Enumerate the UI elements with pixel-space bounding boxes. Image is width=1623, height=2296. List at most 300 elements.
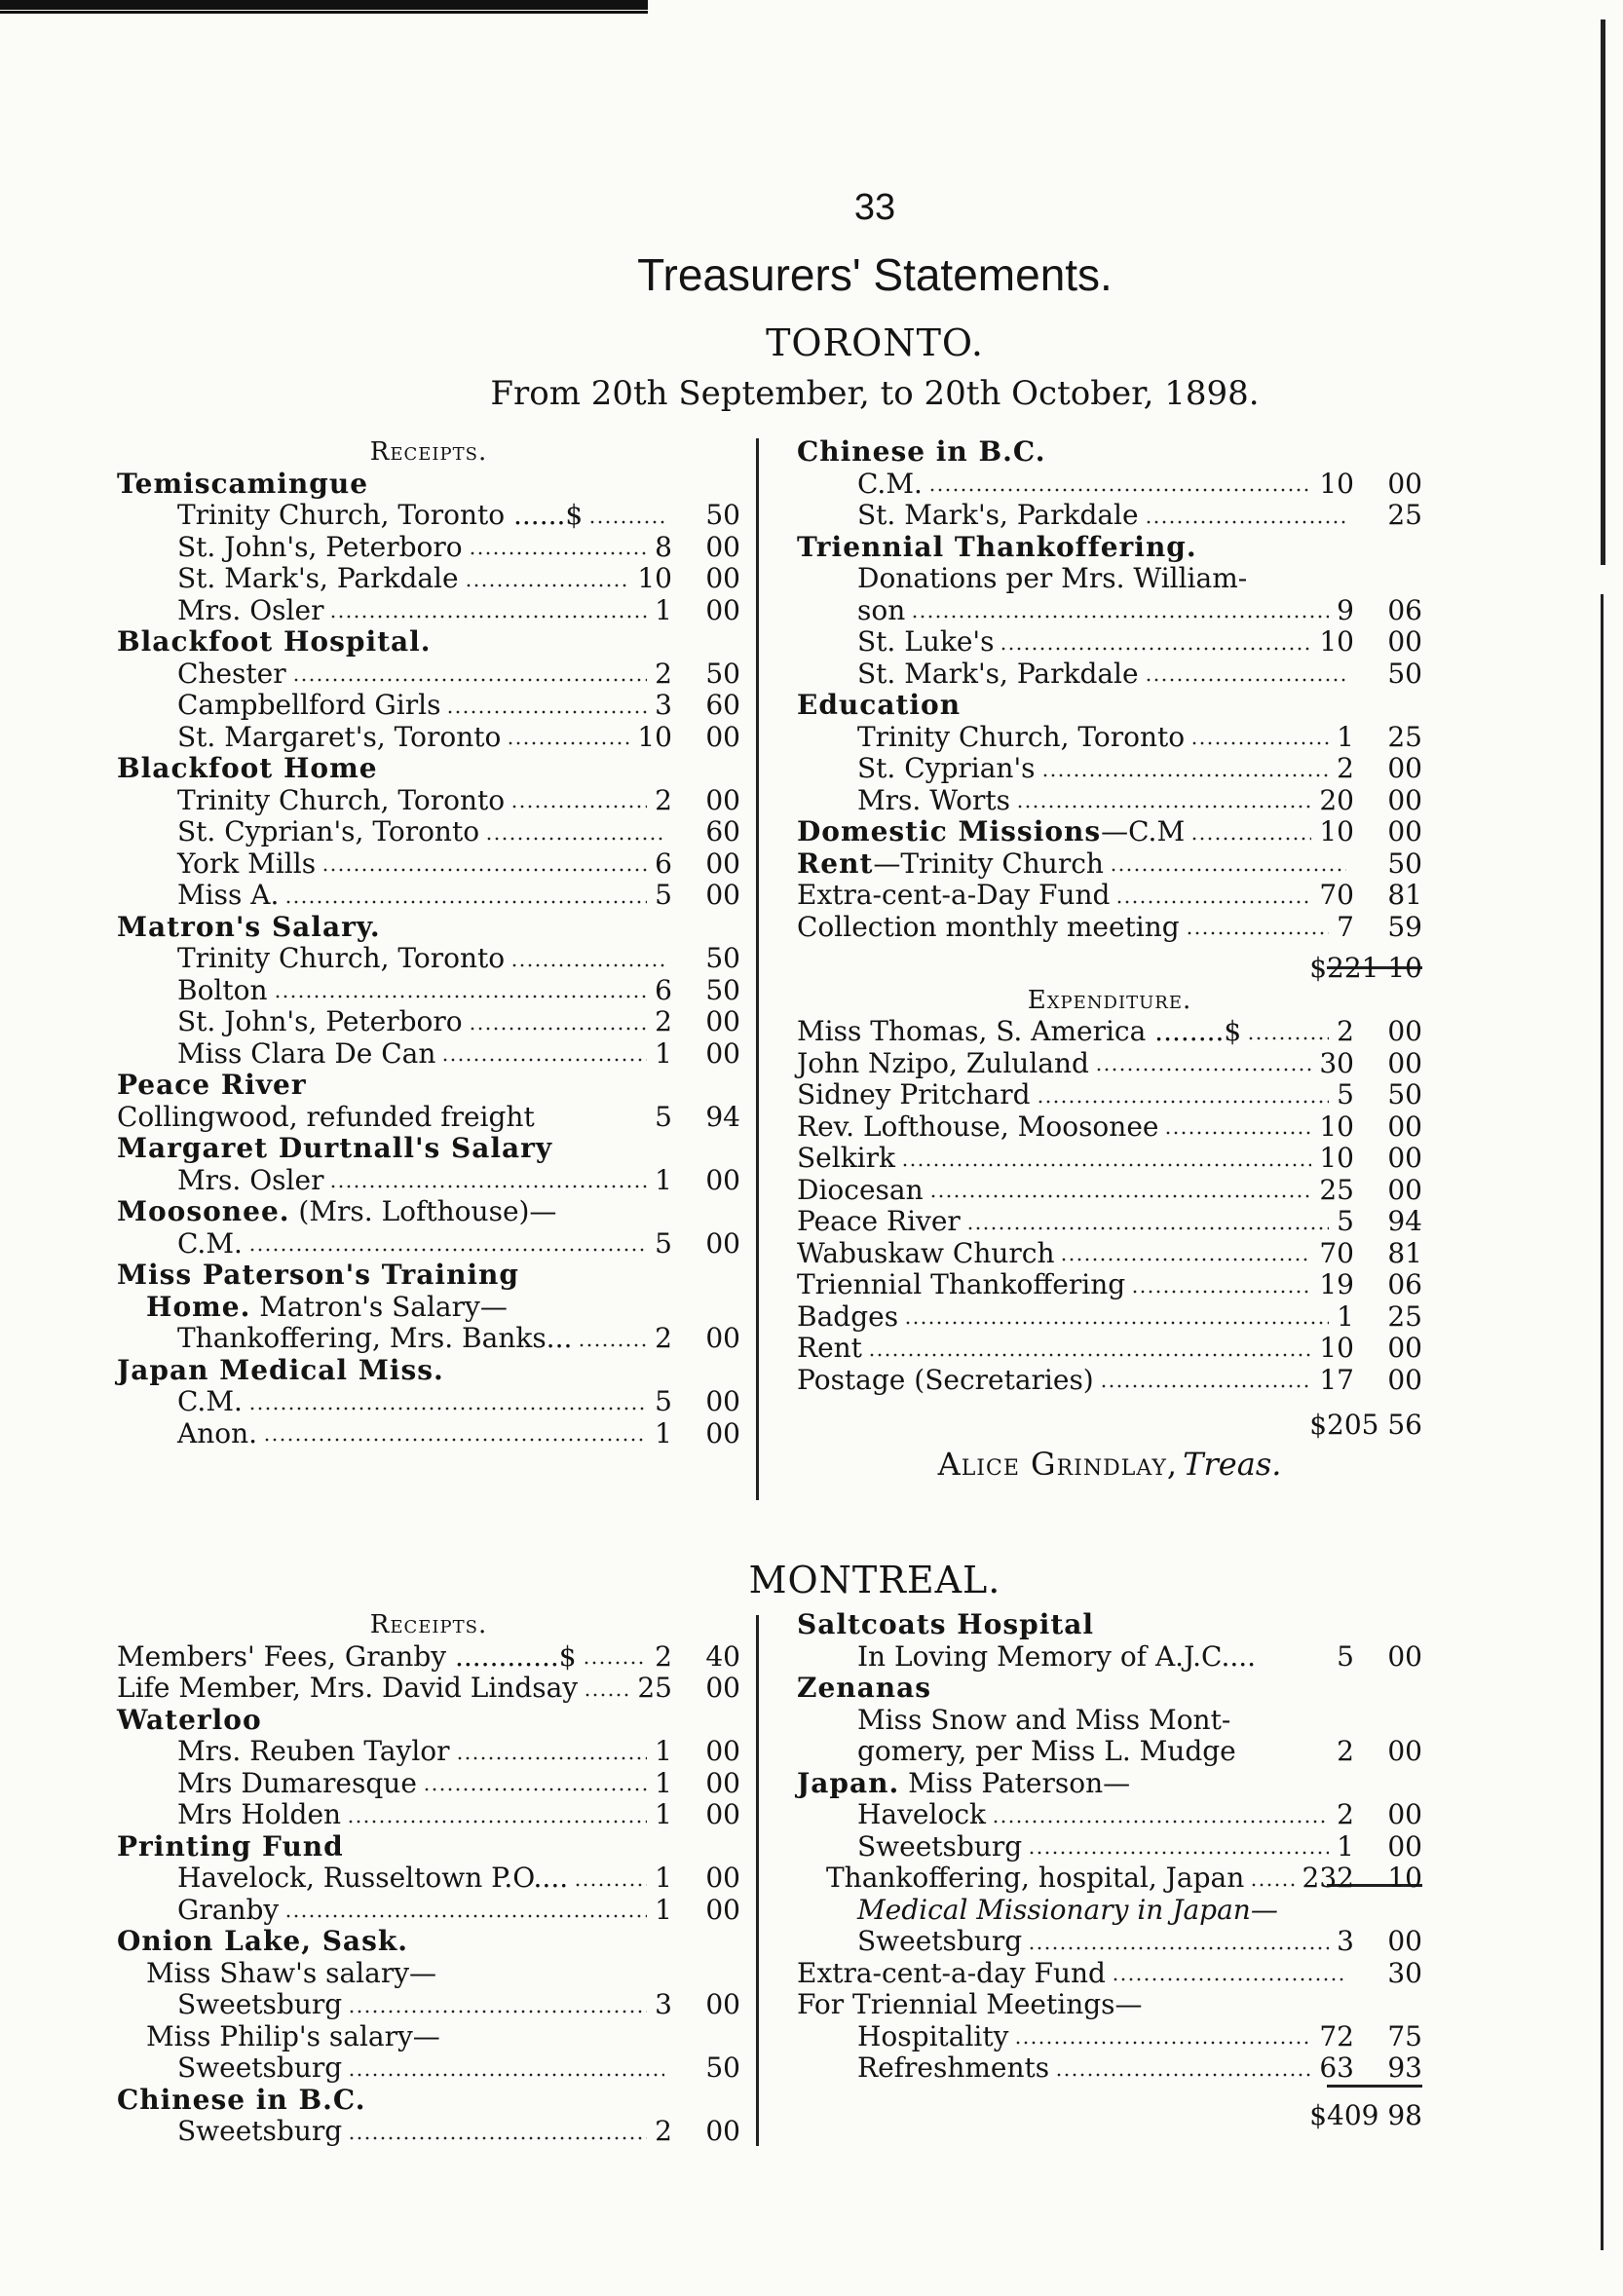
amount-dollars: 30 — [1319, 1046, 1354, 1079]
heading-note: —C.M — [1101, 815, 1186, 847]
ledger-text: Trinity Church, Toronto — [177, 942, 506, 974]
ledger-row — [117, 1196, 740, 1228]
ledger-row — [797, 659, 1422, 691]
ledger-row — [117, 1895, 740, 1927]
ledger-label — [797, 1989, 1143, 2021]
ledger-text: Mrs Dumaresque — [177, 1766, 417, 1799]
amount-cents: 00 — [1387, 467, 1422, 500]
ledger-text: C.M. — [857, 467, 923, 500]
amount-cents: 00 — [1387, 625, 1422, 658]
amount-dollars: 8 — [655, 530, 672, 563]
ledger-text: Granby — [177, 1893, 280, 1926]
section-heading: Margaret Durtnall's Salary — [117, 1132, 553, 1164]
ledger-row — [117, 943, 740, 975]
dot-leader — [348, 2136, 647, 2140]
dot-leader — [465, 583, 630, 587]
amount-dollars: 1 — [1337, 720, 1354, 753]
montreal-heading: MONTREAL. — [748, 1559, 1001, 1601]
treasurer-name: Alice Grindlay, — [937, 1445, 1179, 1483]
page-number: 33 — [853, 187, 896, 228]
ledger-label — [857, 1641, 1256, 1674]
ledger-label — [177, 1736, 450, 1768]
ledger-text: John Nzipo, Zululand — [797, 1046, 1089, 1079]
dot-leader — [423, 1788, 647, 1791]
ledger-row — [797, 1143, 1422, 1175]
ledger-row — [117, 563, 740, 595]
ledger-row — [117, 1038, 740, 1071]
ledger-row — [117, 785, 740, 817]
amount-dollars: 5 — [1337, 1205, 1354, 1237]
montreal-receipts-heading-row — [117, 1609, 740, 1641]
dot-leader — [248, 1407, 647, 1411]
ledger-label — [177, 880, 279, 912]
ledger-label — [797, 1365, 1094, 1397]
ledger-label — [117, 626, 432, 659]
ledger-label — [177, 785, 505, 817]
amount-cents: 10 — [1387, 1862, 1422, 1894]
ledger-row — [117, 1926, 740, 1958]
dot-leader — [901, 1163, 1311, 1167]
amount-cents: 30 — [1387, 1956, 1422, 1989]
dot-leader — [1000, 647, 1311, 651]
amount-dollars: 5 — [1337, 1078, 1354, 1110]
ledger-row — [797, 1831, 1422, 1863]
amount-cents: 00 — [1387, 1046, 1422, 1079]
amount-cents: 00 — [705, 1672, 740, 1704]
total-rule — [1327, 2085, 1422, 2088]
montreal-receipts-heading: Receipts. — [369, 1610, 488, 1639]
ledger-text: Diocesan — [797, 1173, 924, 1206]
ledger-label — [177, 1895, 279, 1927]
ledger-text: Miss Shaw's salary— — [146, 1956, 437, 1989]
amount-dollars: 2 — [1337, 1798, 1354, 1830]
ledger-label — [857, 659, 1139, 691]
amount-dollars: 70 — [1319, 879, 1354, 911]
ledger-text: Medical Missionary in Japan— — [857, 1893, 1278, 1926]
ledger-row — [797, 469, 1422, 501]
amount-cents: 00 — [1387, 1829, 1422, 1863]
ledger-row — [797, 1863, 1422, 1895]
ledger-label — [177, 1038, 435, 1071]
ledger-label — [797, 1048, 1089, 1080]
dot-leader — [1186, 931, 1329, 935]
ledger-label — [117, 1641, 577, 1674]
ledger-row — [797, 563, 1422, 595]
amount-cents: 00 — [705, 2115, 740, 2147]
ledger-row — [117, 1418, 740, 1450]
ledger-row — [117, 1736, 740, 1768]
ledger-row — [797, 1238, 1422, 1270]
ledger-label — [177, 1228, 243, 1261]
dot-leader — [510, 963, 664, 967]
amount-dollars: 1 — [1337, 1299, 1354, 1333]
amount-dollars: 2 — [1337, 752, 1354, 784]
ledger-text: York Mills — [177, 847, 317, 880]
amount-dollars: 3 — [1337, 1925, 1354, 1957]
ledger-text: St. Cyprian's — [857, 752, 1036, 784]
dot-leader — [469, 551, 648, 555]
ledger-label — [177, 1799, 341, 1831]
dot-leader — [1028, 1946, 1329, 1950]
ledger-text: St. Cyprian's, Toronto — [177, 815, 480, 847]
ledger-text: Anon. — [177, 1416, 258, 1449]
ledger-row — [797, 1736, 1422, 1768]
amount-dollars: 1 — [655, 1798, 672, 1830]
amount-cents: 00 — [705, 1798, 740, 1830]
dot-leader — [329, 615, 647, 619]
ledger-row — [117, 816, 740, 848]
ledger-text: Mrs. Reuben Taylor — [177, 1735, 450, 1767]
amount-dollars: 10 — [637, 562, 672, 594]
ledger-row — [797, 1048, 1422, 1080]
amount-cents: 00 — [1387, 1015, 1422, 1047]
dot-leader — [1095, 1068, 1311, 1072]
section-heading: Chinese in B.C. — [797, 435, 1046, 468]
ledger-text: Sweetsburg — [177, 2051, 343, 2084]
ledger-label — [857, 753, 1036, 785]
expenditure-total-row — [797, 1410, 1422, 1442]
ledger-row — [117, 532, 740, 564]
ledger-label — [117, 1831, 344, 1863]
ledger-row — [117, 2116, 740, 2148]
ledger-row — [117, 753, 740, 785]
ledger-row — [117, 1831, 740, 1863]
amount-cents: 00 — [705, 1226, 740, 1260]
amount-dollars: 10 — [637, 720, 672, 753]
dot-leader — [1112, 1977, 1346, 1981]
ledger-row — [117, 1006, 740, 1038]
ledger-label — [797, 1333, 862, 1365]
dot-leader — [588, 520, 664, 524]
amount-cents: 00 — [705, 847, 740, 880]
amount-cents: 00 — [705, 593, 740, 626]
ledger-text: St. Mark's, Parkdale — [177, 562, 459, 594]
dot-leader — [1190, 741, 1329, 745]
dot-leader — [1037, 1100, 1330, 1104]
amount-dollars: 10 — [1319, 625, 1354, 658]
dot-leader — [348, 2073, 664, 2077]
ledger-row — [117, 2052, 740, 2085]
ledger-row — [797, 1175, 1422, 1207]
section-heading: Miss Paterson's Training — [117, 1259, 519, 1291]
ledger-label — [117, 1133, 552, 1165]
ledger-label — [177, 1863, 568, 1895]
ledger-label — [857, 1799, 986, 1831]
ledger-label — [177, 500, 583, 532]
ledger-label — [117, 1196, 556, 1228]
ledger-label — [117, 1260, 519, 1292]
ledger-row — [797, 1079, 1422, 1111]
amount-cents: 94 — [705, 1100, 740, 1133]
amount-cents: 00 — [1387, 1332, 1422, 1364]
amount-dollars: 2 — [1337, 1015, 1354, 1047]
ledger-label — [797, 532, 1197, 564]
amount-dollars: 2 — [655, 1322, 672, 1354]
dot-leader — [1110, 868, 1346, 872]
ledger-label — [117, 2085, 365, 2117]
dot-leader — [510, 805, 647, 809]
ledger-row — [797, 1206, 1422, 1238]
ledger-text: Campbellford Girls — [177, 689, 441, 721]
ledger-text: Bolton — [177, 973, 268, 1006]
dot-leader — [928, 488, 1311, 492]
receipts-total: $221 10 — [1309, 952, 1422, 984]
ledger-label — [797, 1238, 1054, 1270]
ledger-row — [117, 595, 740, 627]
ledger-row — [117, 690, 740, 722]
ledger-row — [797, 1365, 1422, 1397]
ledger-row — [797, 753, 1422, 785]
section-heading: Waterloo — [117, 1703, 262, 1736]
ledger-text: St. John's, Peterboro — [177, 530, 463, 563]
amount-cents: 00 — [1387, 1735, 1422, 1767]
section-heading: Home. — [146, 1290, 251, 1323]
amount-cents: 40 — [705, 1639, 740, 1673]
ledger-row — [117, 1958, 740, 1990]
amount-dollars: 6 — [655, 973, 672, 1006]
ledger-text: Extra-cent-a-Day Fund — [797, 879, 1111, 911]
toronto-left-list — [117, 469, 740, 1450]
ledger-row — [797, 880, 1422, 912]
amount-dollars: 10 — [1319, 1142, 1354, 1174]
dot-leader — [284, 1914, 647, 1918]
section-heading: Japan Medical Miss. — [117, 1353, 444, 1386]
amount-cents: 50 — [705, 2051, 740, 2084]
section-heading: Moosonee. — [117, 1195, 290, 1227]
ledger-row — [797, 690, 1422, 722]
ledger-row — [117, 880, 740, 912]
dot-leader — [446, 710, 647, 714]
amount-dollars: 1 — [655, 1893, 672, 1926]
amount-cents: 50 — [705, 942, 740, 974]
dot-leader — [1060, 1258, 1311, 1261]
dot-leader — [263, 1438, 647, 1442]
ledger-row — [797, 1016, 1422, 1048]
ledger-label — [797, 1673, 931, 1705]
ledger-row — [797, 1111, 1422, 1144]
ledger-text: St. Luke's — [857, 625, 995, 658]
dot-leader — [1041, 773, 1330, 777]
toronto-receipts-right — [797, 436, 1422, 1483]
amount-dollars: 2 — [1337, 1735, 1354, 1767]
amount-dollars: 19 — [1319, 1268, 1354, 1300]
ledger-row — [797, 626, 1422, 659]
ledger-text: For Triennial Meetings— — [797, 1988, 1143, 2020]
section-heading: Domestic Missions — [797, 815, 1102, 847]
ledger-row — [797, 436, 1422, 469]
heading-note: (Mrs. Lofthouse)— — [289, 1195, 557, 1227]
amount-cents: 25 — [1387, 499, 1422, 531]
ledger-label — [797, 880, 1110, 912]
section-heading: Matron's Salary. — [117, 910, 381, 943]
amount-cents: 00 — [705, 879, 740, 911]
amount-cents: 81 — [1387, 879, 1422, 911]
amount-dollars: 1 — [655, 1766, 672, 1799]
amount-dollars: 1 — [655, 1862, 672, 1894]
dot-leader — [1115, 900, 1311, 904]
dot-leader — [1016, 805, 1311, 809]
dot-leader — [1131, 1290, 1311, 1294]
amount-cents: 60 — [705, 689, 740, 721]
amount-dollars: 2 — [655, 783, 672, 816]
amount-cents: 00 — [1387, 1110, 1422, 1143]
dot-leader — [292, 678, 648, 682]
ledger-row — [117, 1673, 740, 1705]
ledger-row — [797, 848, 1422, 881]
amount-cents: 00 — [705, 1893, 740, 1926]
ledger-row — [117, 2085, 740, 2117]
ledger-label — [797, 1958, 1106, 1990]
ledger-text: Havelock, Russeltown P.O.... — [177, 1862, 569, 1894]
ledger-text: Thankoffering, hospital, Japan — [826, 1862, 1245, 1894]
ledger-row — [797, 500, 1422, 532]
ledger-label — [177, 975, 268, 1007]
amount-cents: 00 — [705, 783, 740, 816]
amount-cents: 00 — [705, 1322, 740, 1354]
ledger-label — [177, 1989, 342, 2021]
amount-cents: 00 — [1387, 1173, 1422, 1206]
ledger-row — [117, 912, 740, 944]
amount-dollars: 1 — [655, 1163, 672, 1196]
amount-cents: 75 — [1387, 2019, 1422, 2052]
amount-cents: 00 — [705, 1163, 740, 1196]
amount-dollars: 5 — [655, 879, 672, 911]
dot-leader — [1247, 1036, 1329, 1040]
ledger-text: Peace River — [797, 1205, 961, 1237]
treasurer-title: Treas. — [1183, 1445, 1282, 1483]
dot-leader — [868, 1353, 1311, 1357]
receipts-total-row — [797, 953, 1422, 985]
montreal-receipts-right — [797, 1609, 1422, 2131]
ledger-text: Members' Fees, Granby ............$ — [117, 1639, 577, 1673]
ledger-text: Miss Snow and Miss Mont- — [857, 1703, 1231, 1736]
ledger-text: Chester — [177, 657, 286, 690]
amount-cents: 00 — [1387, 1142, 1422, 1174]
ledger-text: Mrs. Worts — [857, 783, 1010, 816]
amount-cents: 00 — [705, 720, 740, 753]
dot-leader — [1100, 1384, 1312, 1388]
amount-dollars: 70 — [1319, 1236, 1354, 1269]
amount-dollars: 1 — [655, 1036, 672, 1070]
dot-leader — [1145, 520, 1346, 524]
ledger-text: Life Member, Mrs. David Lindsay — [117, 1672, 579, 1704]
dot-leader — [1164, 1131, 1311, 1135]
ledger-label — [177, 722, 501, 754]
ledger-text: Sidney Pritchard — [797, 1078, 1031, 1110]
ledger-row — [797, 1673, 1422, 1705]
amount-dollars: 25 — [1319, 1173, 1354, 1206]
amount-cents: 00 — [705, 1766, 740, 1799]
dot-leader — [248, 1248, 647, 1252]
ledger-text: Miss Clara De Can — [177, 1036, 436, 1070]
ledger-label — [177, 943, 505, 975]
ledger-row — [117, 1133, 740, 1165]
ledger-label — [177, 1323, 572, 1355]
amount-cents: 00 — [705, 1385, 740, 1417]
section-heading: Rent — [797, 847, 874, 880]
ledger-row — [117, 1260, 740, 1292]
ledger-row — [117, 1386, 740, 1418]
expenditure-heading: Expenditure. — [1027, 985, 1192, 1015]
ledger-text: Postage (Secretaries) — [797, 1363, 1094, 1396]
ledger-label — [857, 626, 994, 659]
amount-dollars: 2 — [655, 1639, 672, 1673]
section-heading: Education — [797, 689, 962, 721]
amount-cents: 25 — [1387, 720, 1422, 753]
ledger-row — [797, 1926, 1422, 1958]
ledger-row — [797, 722, 1422, 754]
dot-leader — [1145, 678, 1346, 682]
dot-leader — [1250, 1883, 1294, 1887]
ledger-row — [797, 1799, 1422, 1831]
amount-dollars: 10 — [1319, 815, 1354, 847]
amount-dollars: 1 — [655, 1735, 672, 1767]
ledger-label — [117, 1705, 262, 1737]
page-edge-mark — [1601, 594, 1604, 2250]
ledger-text: gomery, per Miss L. Mudge — [857, 1735, 1236, 1767]
ledger-text: Rent — [797, 1332, 862, 1364]
dot-leader — [456, 1756, 648, 1760]
ledger-row — [117, 1989, 740, 2021]
heading-note: Miss Paterson— — [899, 1766, 1131, 1799]
amount-cents: 00 — [705, 562, 740, 594]
heading-note: Matron's Salary— — [250, 1290, 508, 1323]
amount-dollars: 232 — [1302, 1862, 1354, 1894]
amount-cents: 00 — [705, 1005, 740, 1037]
ledger-row — [117, 626, 740, 659]
ledger-text: Miss Philip's salary— — [146, 2019, 440, 2052]
ledger-row — [797, 1609, 1422, 1641]
dot-leader — [992, 1820, 1329, 1824]
dot-leader — [329, 1185, 647, 1188]
column-divider — [756, 438, 759, 1500]
dot-leader — [321, 868, 647, 872]
ledger-row — [797, 1641, 1422, 1674]
section-heading: Temiscamingue — [117, 467, 369, 500]
amount-dollars: 5 — [1337, 1639, 1354, 1673]
ledger-label — [117, 1355, 444, 1387]
ledger-row — [117, 2021, 740, 2053]
amount-dollars: 72 — [1319, 2019, 1354, 2052]
ledger-row — [797, 1269, 1422, 1301]
section-heading: Japan. — [797, 1766, 900, 1799]
ledger-text: Badges — [797, 1299, 899, 1333]
amount-cents: 00 — [1387, 1363, 1422, 1396]
amount-cents: 81 — [1387, 1236, 1422, 1269]
ledger-text: Thankoffering, Mrs. Banks... — [177, 1322, 573, 1354]
ledger-row — [117, 722, 740, 754]
ledger-label — [177, 1386, 243, 1418]
ledger-text: Sweetsburg — [857, 1925, 1023, 1957]
amount-cents: 00 — [705, 1862, 740, 1894]
ledger-label — [177, 563, 459, 595]
ledger-label — [857, 1895, 1278, 1927]
ledger-label — [177, 659, 286, 691]
dot-leader — [1028, 1851, 1329, 1855]
amount-dollars: 3 — [655, 1988, 672, 2020]
ledger-label — [117, 1102, 535, 1134]
dot-leader — [1014, 2041, 1311, 2045]
treasurer-signature — [797, 1446, 1422, 1483]
section-heading: Zenanas — [797, 1672, 932, 1704]
ledger-row — [797, 532, 1422, 564]
ledger-label — [146, 2021, 440, 2053]
receipts-heading: Receipts. — [369, 437, 488, 467]
ledger-label — [797, 1269, 1125, 1301]
ledger-label — [797, 690, 961, 722]
amount-cents: 06 — [1387, 1268, 1422, 1300]
ledger-row — [797, 1301, 1422, 1334]
